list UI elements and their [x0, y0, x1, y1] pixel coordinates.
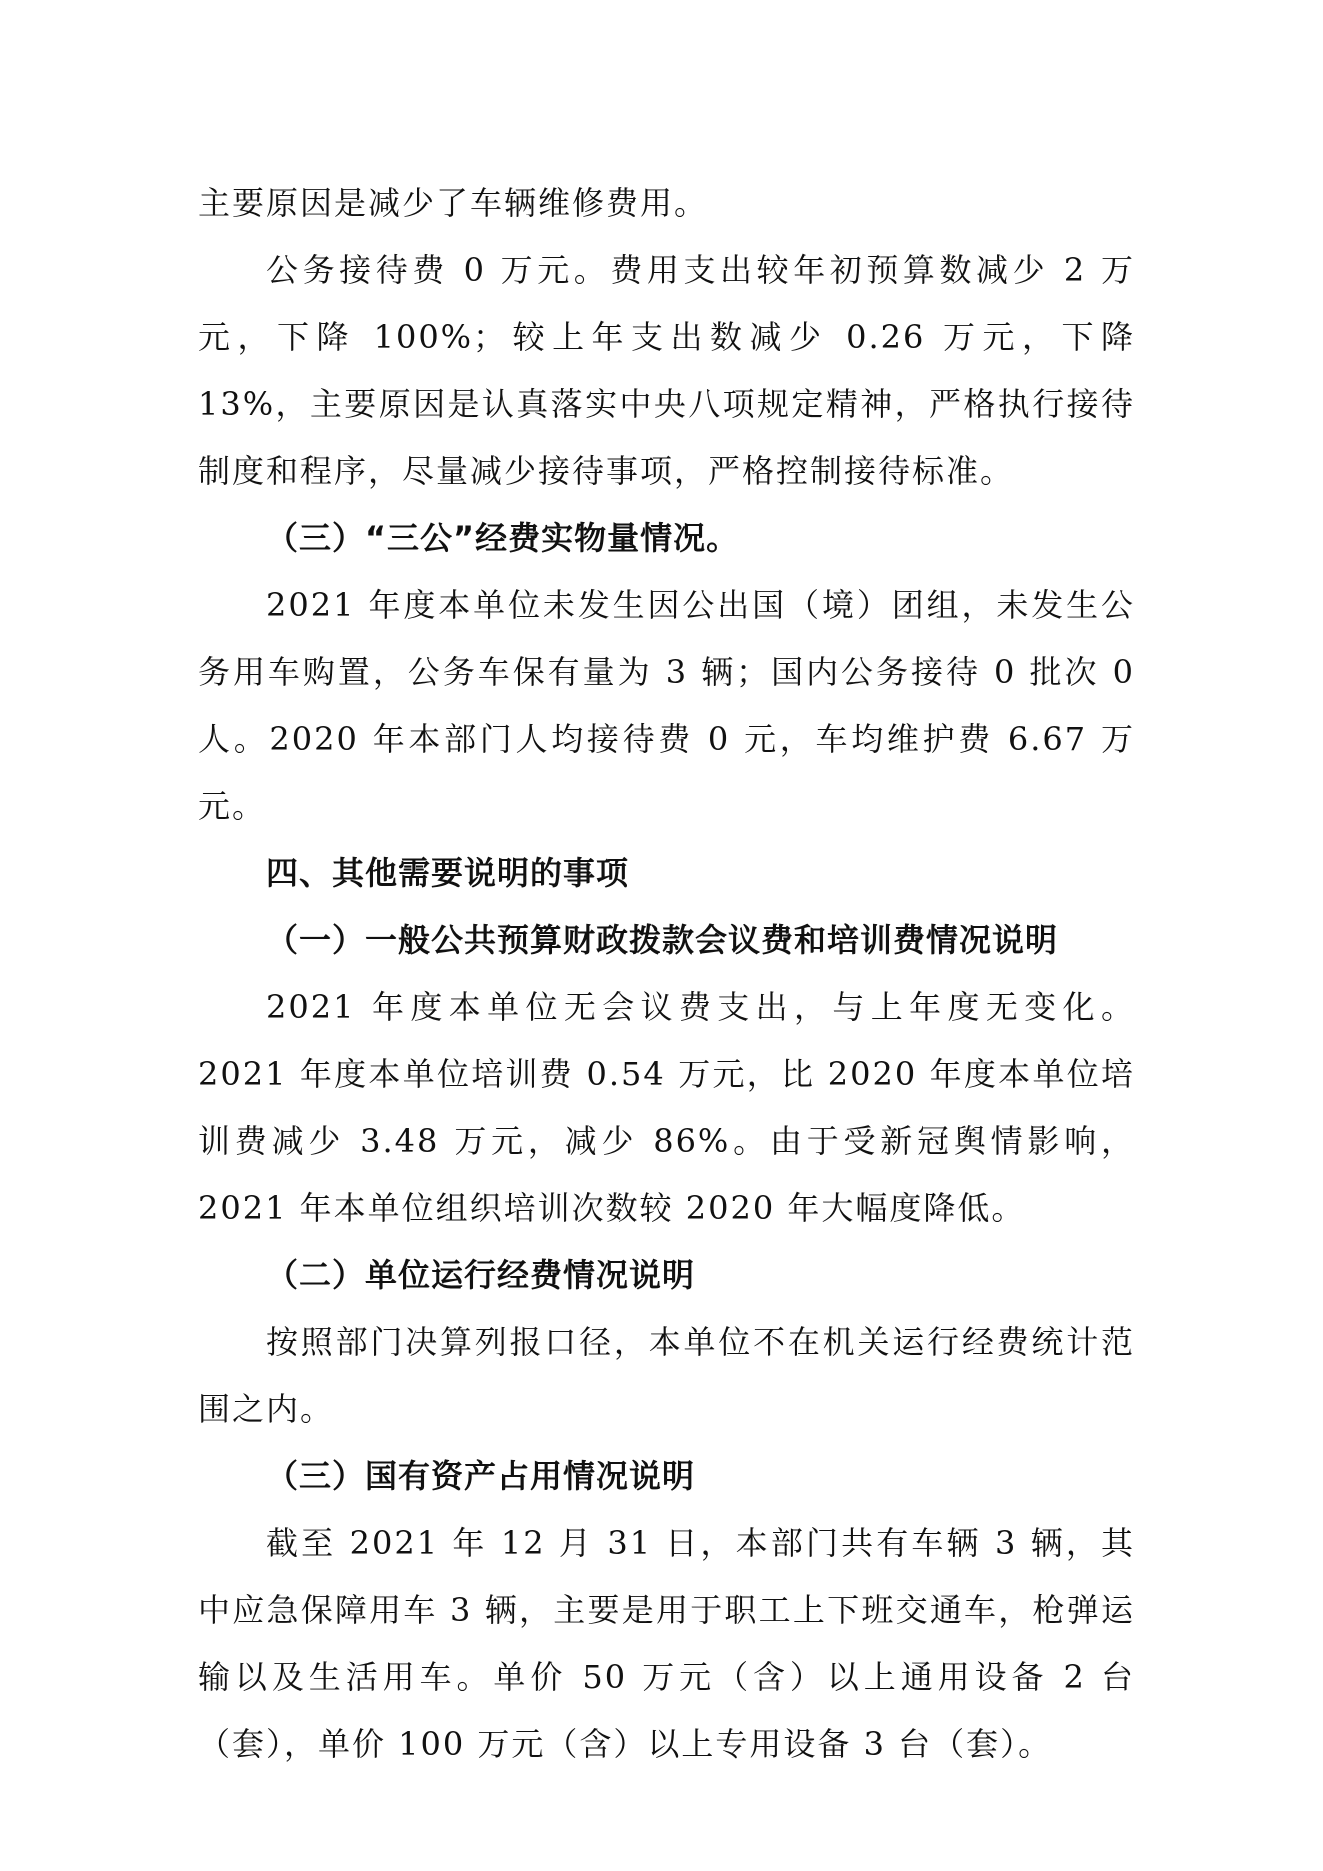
paragraph-meeting-training-fees: 2021 年度本单位无会议费支出，与上年度无变化。2021 年度本单位培训费 0.54 万元，比 2020 年度本单位培训费减少 3.48 万元，减少 86%。由于受新冠舆情影响，2021 年本单位组织培训次数较 2020 年大幅度降低。 [198, 988, 1135, 1227]
heading-three-public-quantity: （三）“三公”经费实物量情况。 [266, 519, 740, 557]
paragraph-vehicle-repair-reason: 主要原因是减少了车辆维修费用。 [198, 184, 709, 222]
paragraph-three-public-quantity: 2021 年度本单位未发生因公出国（境）团组，未发生公务用车购置，公务车保有量为 3 辆；国内公务接待 0 批次 0 人。2020 年本部门人均接待费 0 元，车均维护费 6.67 万元。 [198, 586, 1135, 825]
paragraph-operating-expenses: 按照部门决算列报口径，本单位不在机关运行经费统计范围之内。 [198, 1323, 1135, 1428]
heading-other-matters: 四、其他需要说明的事项 [266, 854, 630, 892]
heading-operating-expenses: （二）单位运行经费情况说明 [266, 1256, 696, 1294]
heading-state-assets: （三）国有资产占用情况说明 [266, 1457, 696, 1495]
heading-meeting-training-fees: （一）一般公共预算财政拨款会议费和培训费情况说明 [266, 921, 1059, 959]
document-body [198, 170, 1135, 1778]
paragraph-reception-expense: 公务接待费 0 万元。费用支出较年初预算数减少 2 万元，下降 100%；较上年支出数减少 0.26 万元，下降 13%，主要原因是认真落实中央八项规定精神，严格执行接待制度和程序，尽量减少接待事项，严格控制接待标准。 [198, 251, 1135, 490]
paragraph-state-assets: 截至 2021 年 12 月 31 日，本部门共有车辆 3 辆，其中应急保障用车 3 辆，主要是用于职工上下班交通车，枪弹运输以及生活用车。单价 50 万元（含）以上通用设备 2 台（套），单价 100 万元（含）以上专用设备 3 台（套）。 [198, 1524, 1135, 1763]
